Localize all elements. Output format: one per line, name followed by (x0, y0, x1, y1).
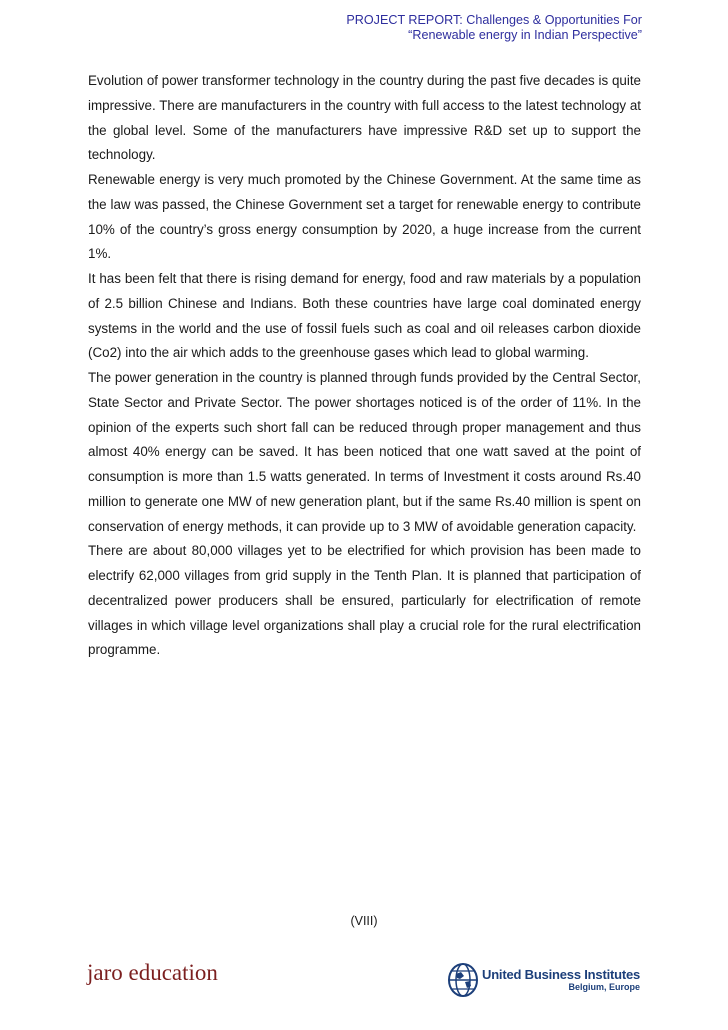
ubi-name: United Business Institutes (482, 967, 641, 982)
running-header (346, 13, 642, 43)
jaro-education-logo: jaro education (87, 960, 218, 985)
paragraph-rural-electrification: There are about 80,000 villages yet to be electrified for which provision has been made to electrify 62,000 villages from grid supply in the Tenth Plan. It is planned that participation of decentralized power producers shall be ensured, particularly for electrification of remote villages in which village level organizations shall play a crucial role for the rural electrification programme. (88, 543, 641, 658)
ubi-globe-icon (447, 962, 479, 998)
paragraph-energy-demand: It has been felt that there is rising demand for energy, food and raw materials by a population of 2.5 billion Chinese and Indians. Both these countries have large coal dominated energy systems in the world and the use of fossil fuels such as coal and oil releases carbon dioxide (Co2) into the air which adds to the greenhouse gases which lead to global warming. (88, 271, 641, 361)
paragraph-power-generation: The power generation in the country is planned through funds provided by the Central Sector, State Sector and Private Sector. The power shortages noticed is of the order of 11%. In the opinion of the experts such short fall can be reduced through proper management and thus almost 40% energy can be saved. It has been noticed that one watt saved at the point of consumption is more than 1.5 watts generated. In terms of Investment it costs around Rs.40 million to generate one MW of new generation plant, but if the same Rs.40 million is spent on conservation of energy methods, it can provide up to 3 MW of avoidable generation capacity. (88, 370, 641, 534)
paragraph-transformer-technology: Evolution of power transformer technology in the country during the past five decades is quite impressive. There are manufacturers in the country with full access to the latest technology at the global level. Some of the manufacturers have impressive R&D set up to support the technology. (88, 73, 641, 163)
paragraph-china-renewable: Renewable energy is very much promoted by the Chinese Government. At the same time as the law was passed, the Chinese Government set a target for renewable energy to contribute 10% of the country’s gross energy consumption by 2020, a huge increase from the current 1%. (88, 172, 641, 262)
ubi-logo-block (447, 960, 640, 1000)
ubi-text (482, 968, 640, 992)
body-text (88, 69, 641, 663)
header-title-line-2: “Renewable energy in Indian Perspective” (408, 28, 642, 42)
ubi-location: Belgium, Europe (568, 982, 641, 992)
page-number: (VIII) (350, 914, 378, 928)
header-title-line-1: PROJECT REPORT: Challenges & Opportunities For (346, 13, 642, 27)
